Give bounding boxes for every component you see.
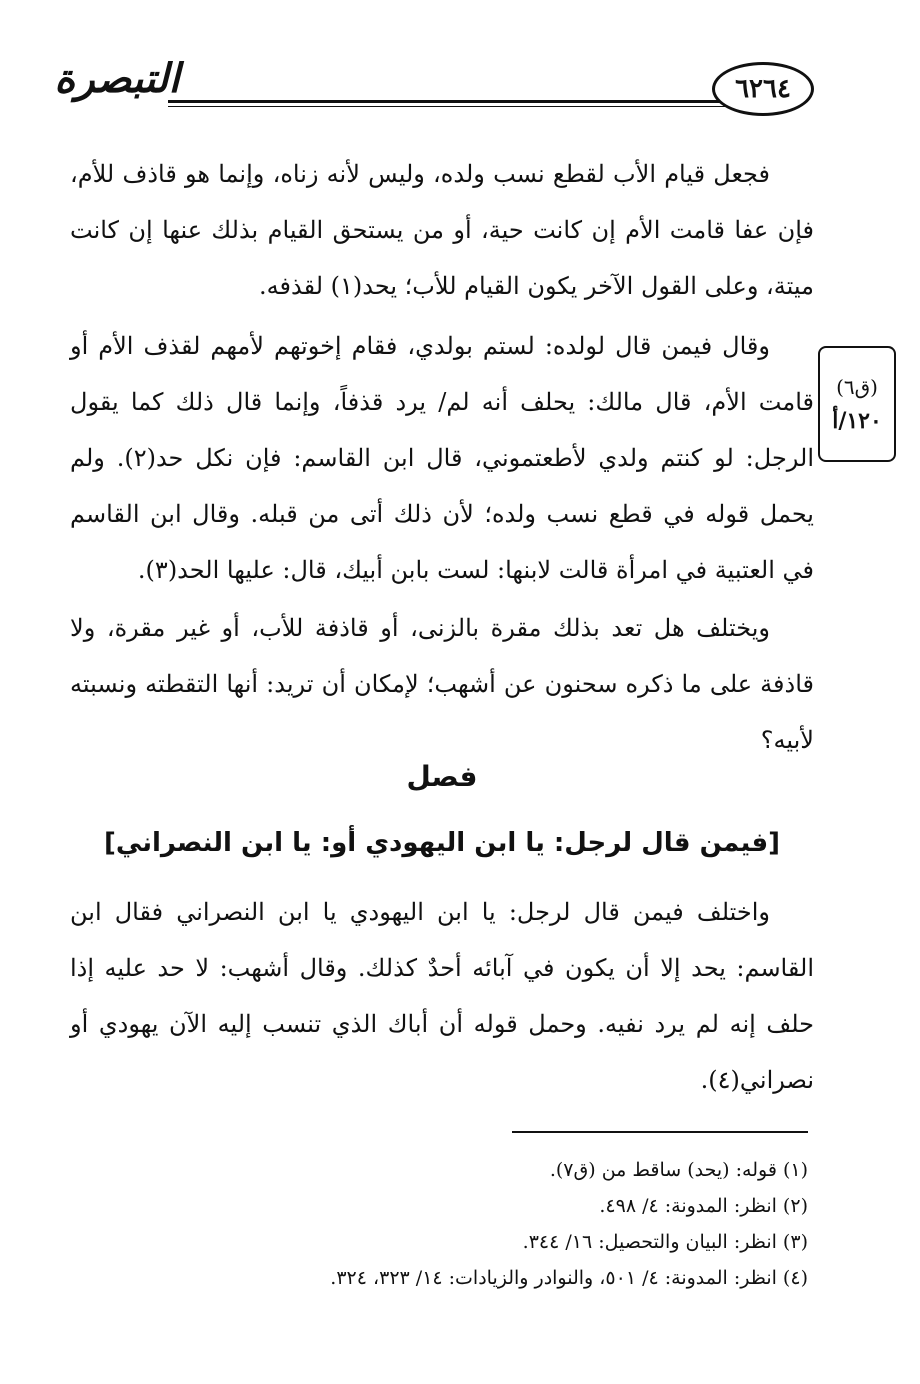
paragraph-2 bbox=[70, 318, 814, 598]
footnote-3: (٣) انظر: البيان والتحصيل: ١٦/ ٣٤٤. bbox=[522, 1231, 808, 1253]
paragraph-3-text: ويختلف هل تعد بذلك مقرة بالزنى، أو قاذفة للأب، أو غير مقرة، ولا قاذفة على ما ذكره سحنون عن أشهب؛ لإمكان أن تريد: أنها التقطته ونسبته لأبيه؟ bbox=[70, 614, 814, 754]
footnote-1: (١) قوله: (يحد) ساقط من (ق٧). bbox=[549, 1159, 808, 1181]
section-subheading: [فيمن قال لرجل: يا ابن اليهودي أو: يا ابن النصراني] bbox=[104, 828, 780, 858]
paragraph-3 bbox=[70, 600, 814, 768]
paragraph-1-text: فجعل قيام الأب لقطع نسب ولده، وليس لأنه زناه، وإنما هو قاذف للأم، فإن عفا قامت الأم إن كانت حية، أو من يستحق القيام بذلك عنها إن كانت ميتة، وعلى القول الآخر يكون القيام للأب؛ يحد(١) لقذفه. bbox=[70, 160, 814, 300]
header-rule-thin bbox=[168, 106, 798, 107]
paragraph-4-text: واختلف فيمن قال لرجل: يا ابن اليهودي يا ابن النصراني فقال ابن القاسم: يحد إلا أن يكون في آبائه أحدٌ كذلك. وقال أشهب: لا حد عليه إذا حلف إنه لم يرد نفيه. وحمل قوله أن أباك الذي تنسب إليه الآن يهودي أو نصراني(٤). bbox=[70, 898, 815, 1094]
header-rule bbox=[168, 100, 798, 103]
footnotes bbox=[188, 1152, 808, 1296]
paragraph-1 bbox=[70, 146, 814, 314]
footnote-2: (٢) انظر: المدونة: ٤/ ٤٩٨. bbox=[599, 1195, 808, 1217]
margin-note-line-1: (ق٦) bbox=[836, 375, 878, 399]
page-number: ٦٢٦٤ bbox=[712, 62, 814, 116]
paragraph-4 bbox=[70, 884, 814, 1108]
section-heading: فصل bbox=[406, 760, 478, 793]
manuscript-margin-note bbox=[818, 346, 896, 462]
paragraph-2-text: وقال فيمن قال لولده: لستم بولدي، فقام إخوتهم لأمهم لقذف الأم أو قامت الأم، قال مالك: يحلف أنه لم/ يرد قذفاً، وإنما قال ذلك كما يقول الرجل: لو كنتم ولدي لأطعتموني، قال ابن القاسم: فإن نكل حد(٢). ولم يحمل قوله في قطع نسب ولده؛ لأن ذلك أتى من قبله. وقال ابن القاسم في العتبية في امرأة قالت لابنها: لست بابن أبيك، قال: عليها الحد(٣). bbox=[70, 332, 814, 584]
footnote-4: (٤) انظر: المدونة: ٤/ ٥٠١، والنوادر والزيادات: ١٤/ ٣٢٣، ٣٢٤. bbox=[330, 1267, 808, 1289]
book-title: التبصرة bbox=[54, 54, 180, 102]
margin-note-line-2: ١٢٠/أ bbox=[832, 408, 882, 434]
footnote-rule bbox=[512, 1131, 808, 1133]
